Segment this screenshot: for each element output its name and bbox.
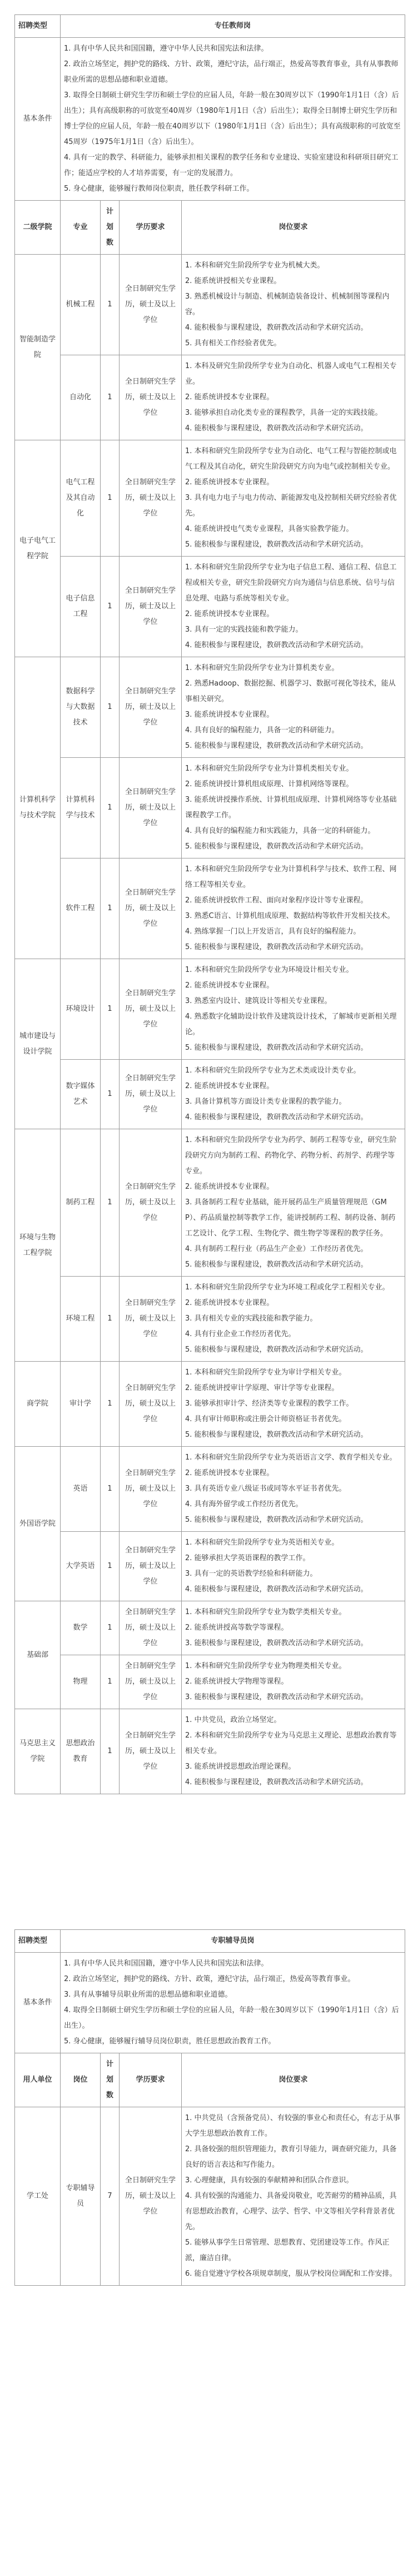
list-item: 2. 熟悉Hadoop、数据挖掘、机器学习、数据可视化等技术，能从事相关研究。	[185, 679, 396, 703]
count-cell: 1	[101, 440, 120, 557]
column-header-row	[15, 2053, 405, 2107]
list-item: 2. 能系统讲授本专业课程。	[185, 1183, 274, 1191]
list-item: 1. 本科和研究生阶段所学专业为计算机科学与技术、软件工程、网络工程等相关专业。	[185, 865, 397, 889]
col-count-header: 计划数	[101, 201, 120, 255]
list-item: 3. 能够承担自动化类专业的课程教学，具备一定的实践技能。	[185, 409, 382, 417]
list-item: 3. 熟悉机械设计与制造、机械制造装备设计、机械制图等课程内容。	[185, 292, 390, 316]
list-item: 2. 能系统讲授本专业课程。	[185, 981, 274, 990]
list-item: 5. 能积极参与课程建设，教研教改活动和学术研究活动。	[185, 1431, 368, 1439]
list-item: 3. 具有从事辅导员职业所需的思想品德和职业道德。	[64, 1991, 232, 1999]
edu-cell: 全日制研究生学历，硕士及以上学位	[120, 758, 182, 858]
col-major-header: 专业	[61, 201, 101, 255]
edu-cell: 全日制研究生学历，硕士及以上学位	[120, 2107, 182, 2286]
list-item: 3. 能够承担审计学、经济类等专业课程的教学工作。	[185, 1399, 354, 1408]
basic-conditions-list	[61, 38, 405, 201]
edu-cell: 全日制研究生学历，硕士及以上学位	[120, 1655, 182, 1709]
recruit-type-row	[15, 1930, 405, 1953]
list-item: 2. 能系统讲授计算机组成原理、计算机网络等课程。	[185, 780, 354, 788]
req-cell	[182, 1601, 405, 1655]
list-item: 3. 能积极参与课程建设，教研教改活动和学术研究活动。	[185, 1639, 368, 1647]
edu-cell: 全日制研究生学历，硕士及以上学位	[120, 1060, 182, 1129]
list-item: 3. 能系统讲授思想政治理论课程。	[185, 1763, 296, 1771]
edu-cell: 全日制研究生学历，硕士及以上学位	[120, 255, 182, 355]
table-row	[15, 1447, 405, 1532]
list-item: 4. 取得全日制硕士研究生学历和硕士学位的应届人员，年龄一般在30周岁以下（1990年1月1日（含）后出生）。	[64, 2006, 399, 2030]
major-cell: 自动化	[61, 355, 101, 440]
list-item: 3. 能系统讲授操作系统、计算机组成原理、计算机网络等专业基础课程教学工作。	[185, 796, 397, 820]
major-cell: 环境设计	[61, 959, 101, 1060]
dept-cell: 智能制造学院	[15, 255, 61, 440]
list-item: 1. 具有中华人民共和国国籍，遵守中华人民共和国宪法和法律。	[64, 1959, 268, 1968]
list-item: 5. 具有相关工作经验者优先。	[185, 339, 281, 348]
list-item: 1. 本科和研究生阶段所学专业为电子信息工程、通信工程、信息工程或相关专业，研究生阶段研究方向为通信与信息系统、信号与信息处理、电路与系统等相关专业。	[185, 563, 397, 603]
edu-cell: 全日制研究生学历，硕士及以上学位	[120, 1447, 182, 1532]
table-row	[15, 1362, 405, 1447]
list-item: 1. 本科和研究生阶段所学专业为环境设计相关专业。	[185, 966, 354, 974]
req-cell	[182, 440, 405, 557]
list-item: 1. 本科和研究生阶段所学专业为英语语言文学、教育学相关专业。	[185, 1453, 397, 1462]
req-cell	[182, 858, 405, 959]
major-cell: 思想政治教育	[61, 1709, 101, 1794]
dept-cell: 学工处	[15, 2107, 61, 2286]
list-item: 3. 具有英语专业八级证书或同等水平证书者优先。	[185, 1485, 346, 1493]
req-cell	[182, 255, 405, 355]
list-item: 3. 具备计算机等方面设计类专业课程的教学能力。	[185, 1098, 346, 1106]
list-item: 1. 本科和研究生阶段所学专业为数学类相关专业。	[185, 1608, 346, 1616]
list-item: 5. 能积极参与课程建设，教研教改活动和学术研究活动。	[185, 742, 368, 750]
list-item: 2. 能系统讲授本专业课程。	[185, 393, 274, 401]
req-cell	[182, 1060, 405, 1129]
req-cell	[182, 355, 405, 440]
dept-cell: 城市建设与设计学院	[15, 959, 61, 1129]
dept-cell: 计算机科学与技术学院	[15, 657, 61, 959]
list-item: 4. 具有行业企业工作经历者优先。	[185, 1330, 296, 1338]
count-cell: 1	[101, 255, 120, 355]
list-item: 2. 政治立场坚定，拥护党的路线、方针、政策，遵纪守法，品行端正，热爱高等教育事业。	[64, 1975, 355, 1983]
count-cell: 1	[101, 1362, 120, 1447]
list-item: 1. 本科和研究生阶段所学专业为机械大类。	[185, 261, 325, 270]
count-cell: 1	[101, 1060, 120, 1129]
list-item: 3. 熟悉C语言、计算机组成原理、数据结构等软件开发相关技术。	[185, 912, 395, 920]
req-cell	[182, 959, 405, 1060]
table-row	[15, 440, 405, 557]
table-row	[15, 2107, 405, 2286]
count-cell: 1	[101, 758, 120, 858]
list-item: 1. 本科和研究生阶段所学专业为计算机类相关专业。	[185, 765, 354, 773]
list-item: 5. 能积极参与课程建设，教研教改活动和学术研究活动。	[185, 943, 368, 951]
table-row	[15, 858, 405, 959]
count-cell: 1	[101, 1277, 120, 1362]
list-item: 2. 能系统讲授本专业课程。	[185, 478, 274, 487]
list-item: 1. 本科和研究生阶段所学专业为药学、制药工程等专业，研究生阶段研究方向为制药工程、药物化学、药物分析、药剂学、药理学等专业。	[185, 1136, 397, 1175]
list-item: 4. 具有良好的编程能力和实践能力，具备一定的科研能力。	[185, 827, 375, 835]
basic-conditions-label: 基本条件	[15, 38, 61, 201]
list-item: 5. 能积极参与课程建设，教研教改活动和学术研究活动。	[185, 1044, 368, 1052]
list-item: 4. 具有审计师职称或注册会计师资格证书者优先。	[185, 1415, 346, 1423]
edu-cell: 全日制研究生学历，硕士及以上学位	[120, 657, 182, 758]
major-cell: 电子信息工程	[61, 557, 101, 657]
req-cell	[182, 1362, 405, 1447]
table-row	[15, 1655, 405, 1709]
count-cell: 1	[101, 1709, 120, 1794]
req-cell	[182, 1447, 405, 1532]
dept-cell: 外国语学院	[15, 1447, 61, 1601]
list-item: 5. 身心健康，能够履行辅导员岗位职责，胜任思想政治教育工作。	[64, 2037, 276, 2046]
edu-cell: 全日制研究生学历，硕士及以上学位	[120, 557, 182, 657]
basic-conditions-label: 基本条件	[15, 1953, 61, 2053]
recruit-type-value: 专职辅导员岗	[61, 1930, 405, 1953]
list-item: 1. 中共党员，政治立场坚定。	[185, 1716, 281, 1724]
list-item: 3. 熟悉室内设计、建筑设计等相关专业课程。	[185, 997, 332, 1005]
list-item: 3. 具有一定的英语教学经验和科研能力。	[185, 1570, 317, 1578]
table-row	[15, 355, 405, 440]
list-item: 2. 能系统讲授大学物理等课程。	[185, 1677, 288, 1686]
table-row	[15, 1060, 405, 1129]
list-item: 6. 能自觉遵守学校各项规章制度，服从学校岗位调配和工作安排。	[185, 2270, 397, 2278]
list-item: 3. 心理健康，具有较强的奉献精神和团队合作意识。	[185, 2176, 354, 2185]
table-row	[15, 959, 405, 1060]
list-item: 3. 能系统讲授本专业课程。	[185, 711, 274, 719]
major-cell: 审计学	[61, 1362, 101, 1447]
count-cell: 1	[101, 1655, 120, 1709]
list-item: 2. 能够承担大学英语课程的教学工作。	[185, 1554, 310, 1562]
list-item: 5. 能积极参与课程建设，教研教改活动和学术研究活动。	[185, 1346, 368, 1354]
count-cell: 1	[101, 959, 120, 1060]
list-item: 4. 具有海外留学或工作经历者优先。	[185, 1500, 303, 1508]
list-item: 2. 政治立场坚定，拥护党的路线、方针、政策，遵纪守法，品行端正，热爱高等教育事业，具有从事教师职业所需的思想品德和职业道德。	[64, 60, 399, 84]
count-cell: 1	[101, 1447, 120, 1532]
list-item: 5. 能积极参与课程建设，教研教改活动和学术研究活动。	[185, 842, 368, 851]
count-cell: 1	[101, 355, 120, 440]
major-cell: 数学	[61, 1601, 101, 1655]
dept-cell: 马克思主义学院	[15, 1709, 61, 1794]
col-edu-header: 学历要求	[120, 201, 182, 255]
list-item: 1. 本科及研究生阶段所学专业为自动化、机器人或电气工程相关专业。	[185, 362, 397, 386]
col-req-header: 岗位要求	[182, 201, 405, 255]
major-cell: 数据科学与大数据技术	[61, 657, 101, 758]
list-item: 1. 本科和研究生阶段所学专业为自动化、电气工程与智能控制或电气工程及其自动化，研究生阶段研究方向为电气或控制相关专业。	[185, 447, 397, 471]
count-cell: 1	[101, 1129, 120, 1277]
list-item: 2. 能系统讲授相关专业课程。	[185, 277, 281, 285]
edu-cell: 全日制研究生学历，硕士及以上学位	[120, 1532, 182, 1601]
list-item: 1. 本科和研究生阶段所学专业为物理类相关专业。	[185, 1662, 346, 1670]
req-cell	[182, 1709, 405, 1794]
list-item: 4. 具有一定的教学、科研能力，能够承担相关课程的教学任务和专业建设、实验室建设和科研项目研究工作；能适应学校的人才培养需要，有一定的发展潜力。	[64, 153, 399, 177]
list-item: 2. 能系统讲授高等数学等课程。	[185, 1624, 288, 1632]
list-item: 2. 能系统讲授本专业课程。	[185, 1082, 274, 1090]
major-cell: 电气工程及其自动化	[61, 440, 101, 557]
basic-conditions-row	[15, 1953, 405, 2053]
teacher-recruit-table	[14, 14, 405, 1794]
list-item: 3. 具有电力电子与电力传动、新能源发电及控制相关研究经验者优先。	[185, 494, 397, 518]
dept-cell: 商学院	[15, 1362, 61, 1447]
table-row	[15, 1129, 405, 1277]
major-cell: 计算机科学与技术	[61, 758, 101, 858]
count-cell: 1	[101, 657, 120, 758]
basic-conditions-row	[15, 38, 405, 201]
edu-cell: 全日制研究生学历，硕士及以上学位	[120, 1601, 182, 1655]
list-item: 4. 能积极参与课程建设，教研教改活动和学术研究活动。	[185, 424, 368, 433]
col-dept-header: 用人单位	[15, 2053, 61, 2107]
list-item: 4. 具有制药工程行业（药品生产企业）工作经历者优先。	[185, 1245, 368, 1253]
list-item: 2. 本科和研究生阶段所学专业为马克思主义理论、思想政治教育等相关专业。	[185, 1731, 397, 1755]
list-item: 1. 本科和研究生阶段所学专业为环境工程或化学工程相关专业。	[185, 1283, 390, 1292]
col-edu-header: 学历要求	[120, 2053, 182, 2107]
list-item: 4. 能积极参与课程建设，教研教改活动和学术研究活动。	[185, 324, 368, 332]
req-cell	[182, 1655, 405, 1709]
list-item: 2. 能系统讲授审计学原理、审计学等专业课程。	[185, 1384, 339, 1392]
col-dept-header: 二级学院	[15, 201, 61, 255]
list-item: 4. 能积极参与课程建设，教研教改活动和学术研究活动。	[185, 1778, 368, 1786]
req-cell	[182, 657, 405, 758]
dept-cell: 环境与生物工程学院	[15, 1129, 61, 1362]
table-row	[15, 1532, 405, 1601]
dept-cell: 电子电气工程学院	[15, 440, 61, 657]
table-row	[15, 557, 405, 657]
list-item: 1. 本科和研究生阶段所学专业为英语相关专业。	[185, 1538, 339, 1547]
list-item: 3. 取得全日制硕士研究生学历和硕士学位的应届人员，年龄一般在30周岁以下（1990年1月1日（含）后出生）；具有高级职称的可放宽至40周岁（1980年1月1日（含）后出生）；取得全日制博士研究生学历和博士学位的应届人员，年龄一般在40周岁以下（1980年1月1日（含）后出生）；具有高级职称的可放宽至45周岁（1975年1月1日（含）后出生）。	[64, 91, 401, 146]
post-cell: 专职辅导员	[61, 2107, 101, 2286]
list-item: 4. 具有良好的编程能力，具备一定的科研能力。	[185, 726, 339, 734]
count-cell: 1	[101, 1601, 120, 1655]
table-row	[15, 1601, 405, 1655]
req-cell	[182, 1277, 405, 1362]
table-row	[15, 255, 405, 355]
list-item: 3. 具有相关专业的实践技能和教学能力。	[185, 1314, 317, 1323]
basic-conditions-list	[61, 1953, 405, 2053]
table-row	[15, 1277, 405, 1362]
list-item: 2. 具备较强的组织管理能力，教育引导能力，调查研究能力，具备良好的语言表达和写作能力。	[185, 2145, 397, 2169]
major-cell: 机械工程	[61, 255, 101, 355]
list-item: 4. 能积极参与课程建设，教研教改活动和学术研究活动。	[185, 641, 368, 649]
table-row	[15, 1709, 405, 1794]
major-cell: 大学英语	[61, 1532, 101, 1601]
list-item: 1. 本科和研究生阶段所学专业为计算机类专业。	[185, 664, 339, 672]
edu-cell: 全日制研究生学历，硕士及以上学位	[120, 959, 182, 1060]
edu-cell: 全日制研究生学历，硕士及以上学位	[120, 355, 182, 440]
edu-cell: 全日制研究生学历，硕士及以上学位	[120, 1277, 182, 1362]
list-item: 4. 能积极参与课程建设，教研教改活动和学术研究活动。	[185, 1585, 368, 1594]
edu-cell: 全日制研究生学历，硕士及以上学位	[120, 1129, 182, 1277]
list-item: 1. 中共党员（含预备党员）、有较强的事业心和责任心，有志于从事大学生思想政治教育工作。	[185, 2114, 401, 2138]
count-cell: 1	[101, 1532, 120, 1601]
table-row	[15, 758, 405, 858]
col-count-header: 计划数	[101, 2053, 120, 2107]
recruit-type-label: 招聘类型	[15, 15, 61, 38]
list-item: 4. 能积极参与课程建设，教研教改活动和学术研究活动。	[185, 1113, 368, 1121]
dept-cell: 基础部	[15, 1601, 61, 1709]
list-item: 2. 能系统讲授软件工程、面向对象程序设计等专业课程。	[185, 896, 368, 905]
major-cell: 英语	[61, 1447, 101, 1532]
list-item: 1. 本科和研究生阶段所学专业为艺术类或设计类专业。	[185, 1066, 361, 1075]
edu-cell: 全日制研究生学历，硕士及以上学位	[120, 858, 182, 959]
list-item: 4. 熟练掌握一门以上开发语言，具有良好的编程能力。	[185, 927, 361, 936]
list-item: 2. 能系统讲授本专业课程。	[185, 610, 274, 618]
list-item: 5. 能够从事学生日常管理、思想教育、党团建设等工作。作风正派，廉洁自律。	[185, 2239, 390, 2262]
list-item: 3. 能积极参与课程建设，教研教改活动和学术研究活动。	[185, 1693, 368, 1701]
count-cell: 1	[101, 557, 120, 657]
list-item: 4. 能系统讲授电气类专业课程，具备实验教学能力。	[185, 525, 354, 533]
count-cell: 7	[101, 2107, 120, 2286]
list-item: 4. 熟悉数字化辅助设计软件及建筑设计技术，了解城市更新相关理论。	[185, 1012, 397, 1036]
req-cell	[182, 1532, 405, 1601]
major-cell: 环境工程	[61, 1277, 101, 1362]
table-row	[15, 657, 405, 758]
list-item: 5. 能积极参与课程建设，教研教改活动和学术研究活动。	[185, 1516, 368, 1524]
list-item: 3. 具备制药工程专业基础，能开展药品生产质量管理规范（GMP）、药品质量控制等教学工作，能讲授制药工程、制药设备、制药工艺设计、化学工程、生物化学、微生物学等课程的教学任务。	[185, 1198, 396, 1238]
req-cell	[182, 557, 405, 657]
list-item: 5. 身心健康，能够履行教师岗位职责，胜任教学科研工作。	[64, 185, 254, 193]
req-cell	[182, 758, 405, 858]
list-item: 2. 能系统讲授本专业课程。	[185, 1469, 274, 1477]
list-item: 2. 能系统讲授本专业课程。	[185, 1299, 274, 1307]
column-header-row	[15, 201, 405, 255]
list-item: 4. 具有较强的沟通能力、具备爱岗敬业，吃苦耐劳的精神品质，具有思想政治教育，心理学、法学、哲学、中文等相关学科背景者优先。	[185, 2192, 397, 2231]
recruit-type-value: 专任教师岗	[61, 15, 405, 38]
major-cell: 数字媒体艺术	[61, 1060, 101, 1129]
recruit-type-row	[15, 15, 405, 38]
major-cell: 软件工程	[61, 858, 101, 959]
req-cell	[182, 2107, 405, 2286]
list-item: 1. 具有中华人民共和国国籍，遵守中华人民共和国宪法和法律。	[64, 44, 268, 53]
col-req-header: 岗位要求	[182, 2053, 405, 2107]
edu-cell: 全日制研究生学历，硕士及以上学位	[120, 440, 182, 557]
list-item: 5. 能积极参与课程建设，教研教改活动和学术研究活动。	[185, 1260, 368, 1269]
recruit-type-label: 招聘类型	[15, 1930, 61, 1953]
list-item: 3. 具有一定的实践技能和教学能力。	[185, 626, 303, 634]
major-cell: 物理	[61, 1655, 101, 1709]
major-cell: 制药工程	[61, 1129, 101, 1277]
edu-cell: 全日制研究生学历，硕士及以上学位	[120, 1709, 182, 1794]
req-cell	[182, 1129, 405, 1277]
list-item: 5. 能积极参与课程建设，教研教改活动和学术研究活动。	[185, 540, 368, 549]
col-post-header: 岗位	[61, 2053, 101, 2107]
count-cell: 1	[101, 858, 120, 959]
edu-cell: 全日制研究生学历，硕士及以上学位	[120, 1362, 182, 1447]
counselor-recruit-table	[14, 1929, 405, 2286]
list-item: 1. 本科和研究生阶段所学专业为审计学相关专业。	[185, 1368, 346, 1377]
